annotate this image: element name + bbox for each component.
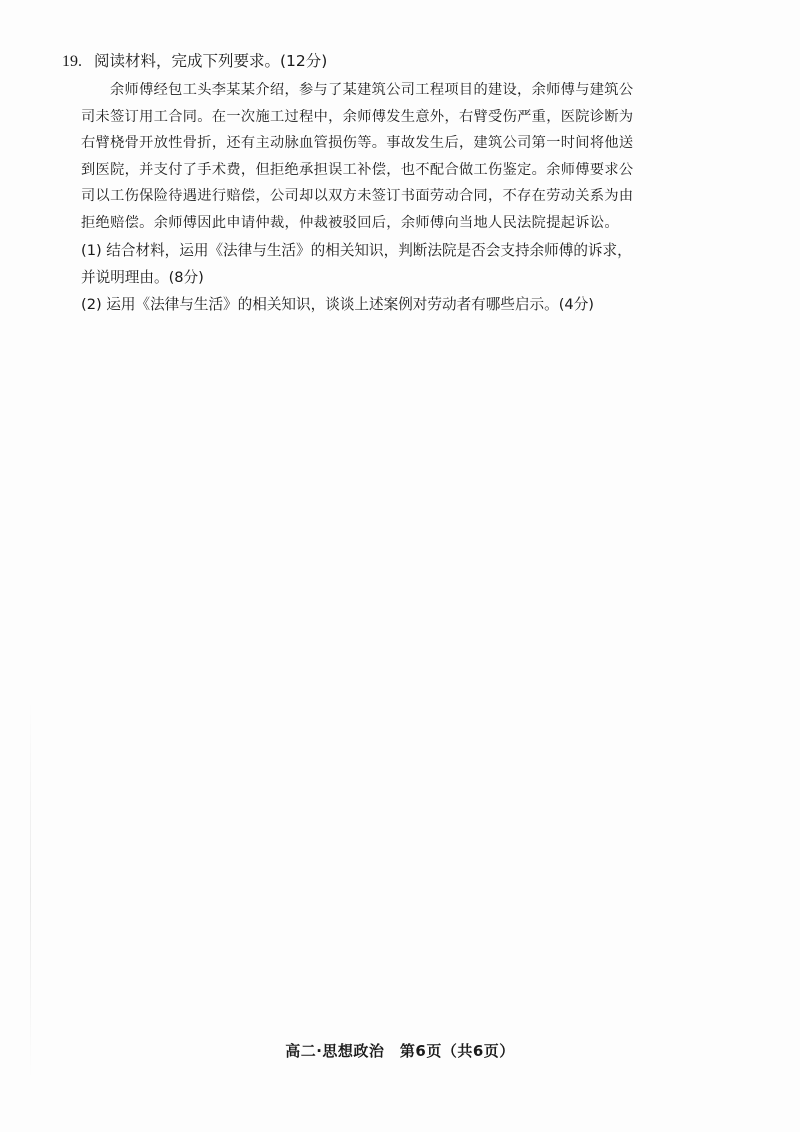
sub-question-1	[81, 237, 711, 291]
page-footer: 高二·思想政治 第6页（共6页）	[285, 1042, 515, 1060]
question-19	[62, 50, 702, 318]
material-line: 司以工伤保险待遇进行赔偿，公司却以双方未签订书面劳动合同，不存在劳动关系为由	[81, 188, 634, 205]
material-line: 余师傅经包工头李某某介绍，参与了某建筑公司工程项目的建设，余师傅与建筑公	[110, 82, 634, 98]
scan-edge-shadow	[30, 700, 31, 1080]
sub-question-line: (2) 运用《法律与生活》的相关知识，谈谈上述案例对劳动者有哪些启示。(4分)	[81, 295, 594, 313]
question-title: 阅读材料，完成下列要求。(12分)	[94, 52, 328, 70]
material-passage	[81, 77, 699, 237]
material-line: 右臂桡骨开放性骨折，还有主动脉血管损伤等。事故发生后，建筑公司第一时间将他送	[81, 135, 634, 152]
material-line: 拒绝赔偿。余师傅因此申请仲裁，仲裁被驳回后，余师傅向当地人民法院提起诉讼。	[81, 214, 619, 231]
material-line: 司未签订用工合同。在一次施工过程中，余师傅发生意外，右臂受伤严重，医院诊断为	[81, 108, 634, 125]
sub-question-2	[81, 291, 711, 318]
question-header	[62, 50, 702, 73]
question-number: 19.	[62, 53, 82, 70]
sub-question-line: 并说明理由。(8分)	[81, 268, 204, 286]
sub-question-line: (1) 结合材料，运用《法律与生活》的相关知识，判断法院是否会支持余师傅的诉求，	[81, 241, 632, 259]
material-line: 到医院，并支付了手术费，但拒绝承担误工补偿，也不配合做工伤鉴定。余师傅要求公	[81, 161, 634, 178]
